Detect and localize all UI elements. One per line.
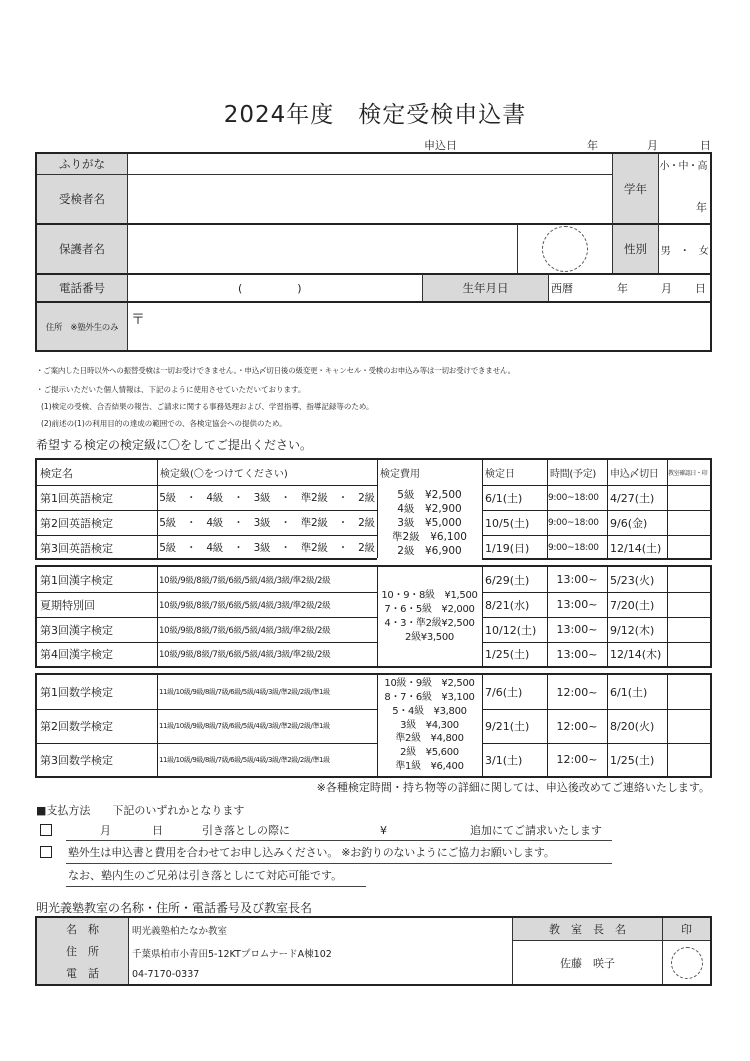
row-divider: [37, 743, 377, 744]
application-date-day: 日: [700, 139, 711, 152]
fee-line: 準2級 ¥6,100: [392, 530, 467, 543]
application-date-year: 年: [587, 139, 598, 152]
exam-time: 9:00~18:00: [548, 492, 599, 503]
exam-date: 8/21(水): [485, 598, 530, 612]
exam-time: 13:00~: [556, 623, 598, 636]
exam-time: 13:00~: [556, 598, 598, 611]
confirm-cell[interactable]: [667, 592, 712, 617]
manager-seal-area: [662, 940, 710, 984]
gender-options[interactable]: 男 ・ 女: [658, 223, 710, 273]
payment-option-2-checkbox[interactable]: [40, 846, 52, 858]
manager-label: 教 室 長 名: [512, 918, 662, 940]
exam-name: 第3回数学検定: [40, 753, 113, 767]
school-phone-label: 電 話: [66, 967, 99, 980]
birthdate-label: 生年月日: [422, 273, 548, 301]
payment-option-1-checkbox[interactable]: [40, 824, 52, 836]
school-address-label: 住 所: [66, 945, 99, 958]
row-divider: [482, 642, 710, 643]
row-divider: [37, 592, 377, 593]
seal-circle-icon: [671, 947, 703, 979]
application-date-month: 月: [647, 139, 658, 152]
school-name: 明光義塾柏たなか教室: [132, 925, 228, 937]
math-fee-list: [377, 675, 482, 776]
birthdate-era: 西暦: [551, 282, 573, 295]
row-divider: [37, 510, 377, 511]
exam-name: 第2回英語検定: [40, 516, 113, 530]
col-divider: [607, 460, 608, 558]
exam-date: 1/19(日): [485, 541, 530, 555]
note-4: (2)前述の(1)の利用目的の達成の範囲での、各検定協会への提供のため。: [41, 419, 287, 428]
manager-name: 佐藤 咲子: [512, 940, 662, 984]
math-exam-table: [35, 673, 712, 778]
school-label-column: [37, 918, 128, 984]
payment-note: なお、塾内生のご兄弟は引き落としにて対応可能です。: [68, 869, 343, 882]
fee-line: 2級 ¥6,900: [397, 544, 462, 557]
payment-underline: [66, 840, 612, 841]
address-input[interactable]: [127, 301, 710, 350]
payment-day-unit: 日: [152, 824, 163, 837]
row-divider: [482, 743, 710, 744]
header-date: 検定日: [485, 469, 515, 480]
exam-name: 第2回数学検定: [40, 720, 113, 733]
grade-options[interactable]: 11級/10級/9級/8級/7級/6級/5級/4級/3級/準2級/2級/準1級: [159, 722, 330, 730]
payment-underline: [66, 863, 612, 864]
confirm-cell[interactable]: [667, 485, 712, 510]
phone-input[interactable]: ( ): [127, 273, 422, 301]
kanji-exam-table: [35, 565, 712, 668]
exam-deadline: 12/14(木): [610, 648, 662, 661]
exam-deadline: 1/25(土): [610, 753, 655, 767]
furigana-label: ふりがな: [37, 154, 127, 174]
fee-line: 5級 ¥2,500: [397, 488, 462, 501]
exam-name: 第1回漢字検定: [40, 573, 113, 587]
confirm-cell[interactable]: [667, 743, 712, 776]
grade-label: 学年: [612, 154, 658, 223]
exam-deadline: 9/12(木): [610, 623, 655, 637]
fee-line: 4級 ¥2,900: [397, 502, 462, 515]
guardian-name-input[interactable]: [127, 223, 517, 273]
col-divider: [482, 675, 483, 776]
instruction-text: 希望する検定の検定級に〇をしてご提出ください。: [36, 438, 313, 452]
seal-area: [517, 223, 612, 273]
exam-time: 13:00~: [556, 573, 598, 586]
exam-time: 9:00~18:00: [548, 517, 599, 528]
gender-label: 性別: [612, 223, 658, 273]
examinee-name-input[interactable]: [127, 174, 612, 223]
postal-mark: 〒: [131, 312, 145, 328]
exam-name: 第4回漢字検定: [40, 648, 113, 661]
birth-month-unit: 月: [661, 282, 672, 295]
col-divider: [157, 675, 158, 776]
grade-options[interactable]: 10級/9級/8級/7級/6級/5級/4級/3級/準2級/2級: [159, 575, 331, 586]
col-divider: [547, 675, 548, 776]
grade-options[interactable]: 11級/10級/9級/8級/7級/6級/5級/4級/3級/準2級/2級/準1級: [159, 688, 330, 696]
payment-month-unit: 月: [100, 824, 111, 837]
payment-yen-sign: ¥: [380, 824, 387, 837]
school-name-label: 名 称: [66, 923, 99, 936]
fee-line: 3級 ¥5,000: [397, 516, 462, 529]
header-deadline: 申込〆切日: [610, 469, 659, 480]
fee-line: 3級 ¥4,300: [400, 719, 459, 731]
col-divider: [547, 567, 548, 666]
phone-label: 電話番号: [37, 273, 127, 301]
note-3: (1)検定の受検、合否結果の報告、ご請求に関する事務処理および、学習指導、指導記録等のため。: [41, 402, 374, 411]
confirm-cell[interactable]: [667, 510, 712, 535]
col-divider: [157, 567, 158, 666]
application-date-label: 申込日: [424, 139, 457, 152]
payment-title: ■支払方法 下記のいずれかとなります: [36, 804, 245, 817]
grade-options[interactable]: 5級 ・ 4級 ・ 3級 ・ 準2級 ・ 2級: [159, 517, 375, 529]
header-confirm: 教室確認日・印: [668, 470, 708, 477]
grade-options[interactable]: 5級 ・ 4級 ・ 3級 ・ 準2級 ・ 2級: [159, 492, 375, 504]
payment-option-1-suffix: 追加にてご請求いたします: [470, 824, 602, 837]
row-divider: [37, 535, 377, 536]
header-time: 時間(予定): [550, 469, 597, 480]
seal-circle-icon: [542, 226, 588, 272]
fee-line: 2級¥3,500: [405, 631, 454, 643]
payment-option-1-text: 引き落としの際に: [202, 824, 290, 837]
exam-deadline: 4/27(土): [610, 491, 655, 505]
confirm-cell[interactable]: [667, 642, 712, 666]
col-divider: [667, 567, 668, 666]
exam-date: 7/6(土): [485, 686, 523, 699]
col-divider: [547, 460, 548, 558]
exam-time: 13:00~: [556, 647, 598, 661]
exam-name: 第3回漢字検定: [40, 623, 113, 637]
exam-name: 第1回数学検定: [40, 686, 113, 699]
fee-line: 10級・9級 ¥2,500: [384, 678, 475, 690]
confirm-cell[interactable]: [667, 567, 712, 592]
furigana-input[interactable]: [127, 154, 612, 174]
english-exam-table: [35, 458, 712, 560]
applicant-form: [35, 152, 712, 352]
exam-date: 6/29(土): [485, 573, 530, 587]
exam-deadline: 5/23(火): [610, 573, 655, 587]
exam-time: 12:00~: [556, 719, 598, 733]
exam-deadline: 12/14(土): [610, 541, 662, 555]
grade-options[interactable]: 10級/9級/8級/7級/6級/5級/4級/3級/準2級/2級: [159, 650, 331, 660]
col-divider: [377, 675, 378, 776]
row-divider: [482, 617, 710, 618]
exam-deadline: 7/20(土): [610, 598, 655, 612]
schedule-footnote: ※各種検定時間・持ち物等の詳細に関しては、申込後改めてご連絡いたします。: [316, 781, 710, 794]
address-label: 住所 ※塾外生のみ: [37, 301, 127, 350]
kanji-fee-list: [377, 567, 482, 666]
row-divider: [482, 510, 710, 511]
guardian-label: 保護者名: [37, 223, 127, 273]
col-divider: [482, 567, 483, 666]
col-divider: [377, 567, 378, 666]
confirm-cell[interactable]: [667, 709, 712, 743]
school-phone: 04-7170-0337: [132, 968, 200, 980]
fee-line: 4・3・準2級¥2,500: [384, 617, 475, 629]
fee-line: 10・9・8級 ¥1,500: [381, 589, 478, 601]
exam-name: 第1回英語検定: [40, 491, 113, 505]
col-divider: [157, 460, 158, 558]
col-divider: [482, 460, 483, 558]
grade-options[interactable]: 11級/10級/9級/8級/7級/6級/5級/4級/3級/準2級/2級/準1級: [159, 755, 330, 764]
col-divider: [607, 567, 608, 666]
row-divider: [482, 592, 710, 593]
header-fee: 検定費用: [380, 469, 420, 480]
exam-deadline: 9/6(金): [610, 516, 648, 530]
english-fee-list: [377, 485, 482, 560]
birthdate-input[interactable]: [548, 273, 710, 301]
col-divider: [377, 460, 378, 558]
header-exam-name: 検定名: [40, 466, 73, 480]
birth-year-unit: 年: [617, 282, 628, 295]
exam-date: 3/1(土): [485, 753, 523, 767]
row-divider: [37, 709, 377, 710]
payment-option-2-text: 塾外生は申込書と費用を合わせてお申し込みください。 ※お釣りのないようにご協力お願いします。: [68, 846, 555, 859]
row-divider: [482, 535, 710, 536]
fee-line: 5・4級 ¥3,800: [392, 705, 467, 717]
fee-line: 8・7・6級 ¥3,100: [384, 692, 475, 703]
note-1: ・ご案内した日時以外への振替受検は一切お受けできません。・申込〆切日後の級変更・キャンセル・受検のお申込み等は一切お受けできません。: [36, 366, 515, 375]
school-address: 千葉県柏市小青田5-12KTプロムナードA棟102: [132, 948, 332, 960]
fee-line: 準2級 ¥4,800: [395, 733, 464, 745]
col-divider: [607, 675, 608, 776]
confirm-cell[interactable]: [667, 617, 712, 642]
exam-date: 10/5(土): [485, 516, 530, 530]
exam-date: 9/21(土): [485, 720, 530, 733]
exam-deadline: 8/20(火): [610, 720, 655, 733]
birth-day-unit: 日: [695, 282, 706, 295]
note-2: ・ご提示いただいた個人情報は、下記のように使用させていただいております。: [36, 385, 306, 394]
confirm-cell[interactable]: [667, 535, 712, 560]
confirm-cell[interactable]: [667, 675, 712, 709]
grade-options[interactable]: 10級/9級/8級/7級/6級/5級/4級/3級/準2級/2級: [159, 600, 331, 611]
row-divider: [37, 642, 377, 643]
grade-options[interactable]: 小・中・高: [659, 161, 707, 172]
row-divider: [37, 617, 377, 618]
fee-line: 準1級 ¥6,400: [395, 760, 464, 772]
grade-options[interactable]: 5級 ・ 4級 ・ 3級 ・ 準2級 ・ 2級: [159, 542, 375, 554]
exam-date: 10/12(土): [485, 623, 537, 637]
col-divider: [667, 675, 668, 776]
header-grades: 検定級(〇をつけてください): [160, 469, 288, 480]
examinee-label: 受検者名: [37, 174, 127, 223]
col-divider: [667, 460, 668, 558]
exam-name: 夏期特別回: [40, 598, 95, 612]
grade-field[interactable]: [658, 154, 710, 223]
school-section-title: 明光義塾教室の名称・住所・電話番号及び教室長名: [36, 901, 313, 915]
row-divider: [482, 709, 710, 710]
seal-label: 印: [662, 918, 710, 940]
exam-time: 9:00~18:00: [548, 542, 599, 553]
exam-deadline: 6/1(土): [610, 686, 648, 699]
grade-options[interactable]: 10級/9級/8級/7級/6級/5級/4級/3級/準2級/2級: [159, 625, 331, 636]
school-value-column: [128, 918, 512, 984]
exam-date: 6/1(土): [485, 491, 523, 505]
page-title: 2024年度 検定受検申込書: [223, 102, 527, 128]
exam-time: 12:00~: [556, 753, 598, 766]
exam-date: 1/25(土): [485, 648, 530, 661]
exam-time: 12:00~: [556, 685, 598, 699]
payment-underline: [66, 886, 366, 887]
grade-unit: 年: [696, 201, 707, 214]
exam-name: 第3回英語検定: [40, 541, 113, 555]
school-info-table: [35, 916, 712, 986]
fee-line: 2級 ¥5,600: [400, 747, 459, 759]
fee-line: 7・6・5級 ¥2,000: [384, 603, 475, 615]
